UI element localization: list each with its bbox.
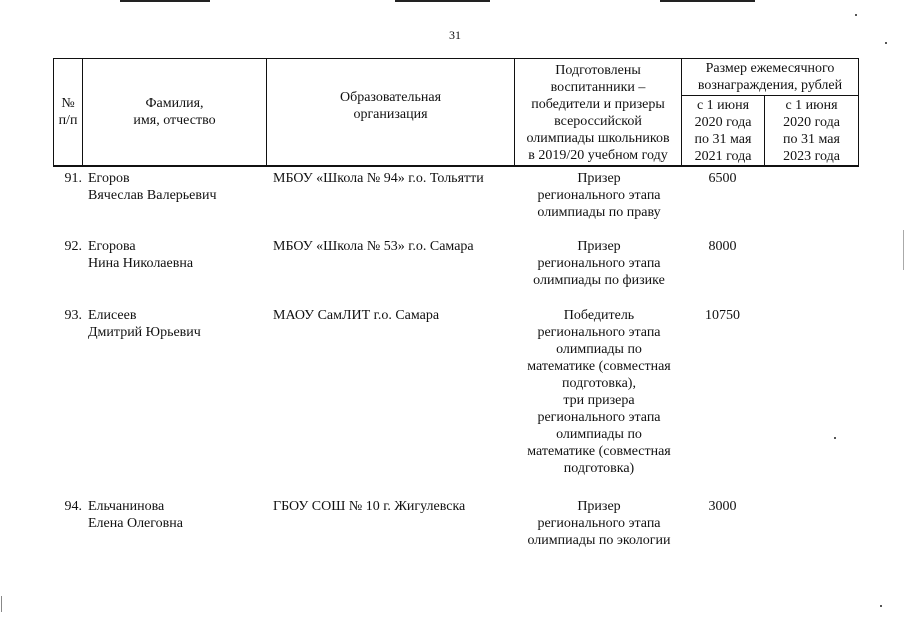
row-organization: ГБОУ СОШ № 10 г. Жигулевска [273,499,466,514]
row-organization: МБОУ «Школа № 53» г.о. Самара [273,239,474,254]
row-name: Ельчанинова Елена Олеговна [88,499,183,531]
header-num: № п/п [58,95,78,128]
row-number: 92. [64,239,82,254]
scan-speck [880,605,882,607]
scan-edge-line [395,0,490,2]
row-amount-2021: 10750 [705,308,740,323]
scan-speck [885,42,887,44]
table-header [53,58,859,166]
header-vline [858,58,859,166]
row-name: Егорова Нина Николаевна [88,239,194,271]
scan-edge-line [120,0,210,2]
row-name: Егоров Вячеслав Валерьевич [88,171,217,203]
row-organization: МБОУ «Школа № 94» г.о. Тольятти [273,171,484,186]
scan-speck [834,437,836,439]
row-achievement: Призер регионального этапа олимпиады по экологии [527,499,671,548]
header-period-2023: с 1 июня 2020 года по 31 мая 2023 года [783,97,840,164]
row-number: 94. [64,499,82,514]
row-achievement: Призер регионального этапа олимпиады по физике [533,239,665,288]
row-amount-2021: 3000 [708,499,737,514]
scan-edge-mark [1,596,2,612]
row-number: 93. [64,308,82,323]
scan-edge-line [660,0,755,2]
header-achievement: Подготовлены воспитанники – победители и призеры всероссийской олимпиады школьников в 2019/20 учебном году [526,63,670,163]
row-achievement: Победитель регионального этапа олимпиады по математике (совместная подготовка), три призера регионального этапа олимпиады по математике (совместная подготовка) [527,308,671,476]
header-reward: Размер ежемесячного вознаграждения, рублей [697,61,843,93]
row-achievement: Призер регионального этапа олимпиады по праву [537,171,661,220]
scan-edge-mark [903,230,904,270]
header-organization: Образовательная организация [339,89,442,122]
row-amount-2021: 6500 [708,171,737,186]
scan-speck [855,14,857,16]
page-number: 31 [449,28,461,42]
row-number: 91. [64,171,82,186]
header-name: Фамилия, имя, отчество [133,95,216,128]
row-amount-2021: 8000 [708,239,737,254]
header-bottom-border [53,165,859,167]
row-organization: МАОУ СамЛИТ г.о. Самара [273,308,440,323]
row-name: Елисеев Дмитрий Юрьевич [88,308,201,340]
header-period-2021: с 1 июня 2020 года по 31 мая 2021 года [694,97,752,164]
